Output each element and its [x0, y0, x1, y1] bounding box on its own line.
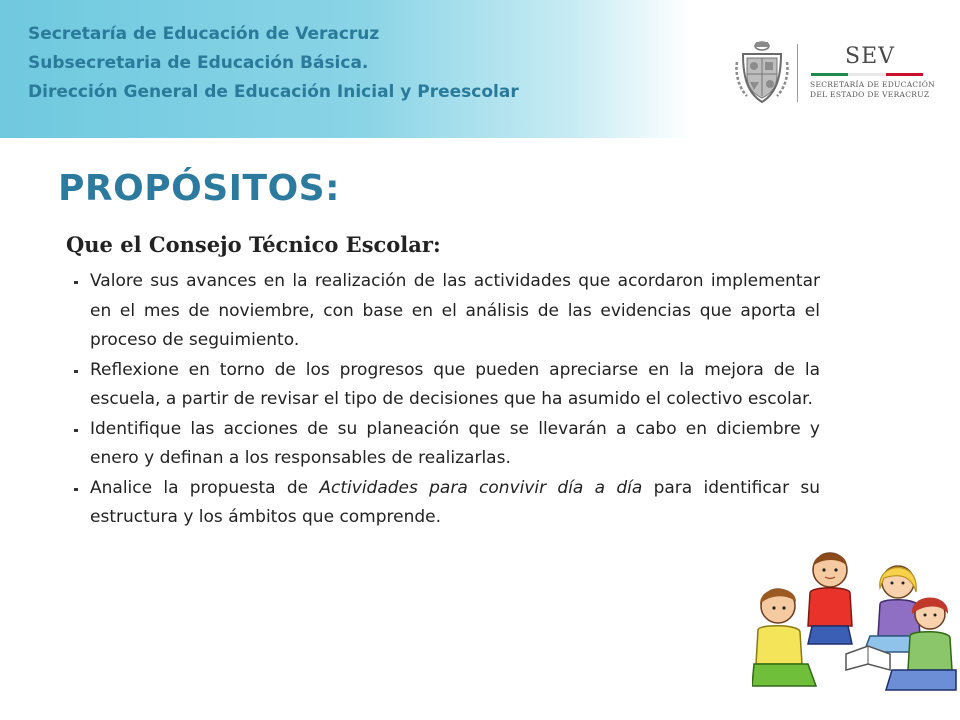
item-text-italic: Actividades para convivir día a día — [319, 477, 643, 498]
header-banner — [0, 0, 960, 138]
child-green-shirt — [752, 589, 816, 686]
list-item: Valore sus avances en la realización de las actividades que acordaron implementar en el mes de noviembre, con base en el análisis de las evidencias que aporta el proceso de seguimiento. — [72, 267, 820, 356]
item-text-pre: Analice la propuesta de — [90, 477, 320, 498]
flag-white — [848, 73, 885, 76]
flag-red — [886, 73, 923, 76]
sev-logo — [735, 40, 936, 108]
child-red-shirt — [808, 553, 852, 644]
sev-subtitle-line1: SECRETARÍA DE EDUCACIÓN — [810, 80, 936, 89]
flag-green — [811, 73, 848, 76]
header-text — [28, 20, 519, 107]
item-text-post: para identificar su estructura y los ámbitos que comprende. — [90, 477, 820, 527]
logo-divider — [797, 44, 798, 102]
sev-subtitle-line2: DEL ESTADO DE VERACRUZ — [810, 89, 930, 99]
subheading: Que el Consejo Técnico Escolar: — [66, 232, 441, 257]
sev-logo-subtitle — [810, 80, 936, 99]
list-item: Identifique las acciones de su planeación que se llevarán a cabo en diciembre y enero y definan a los responsables de realizarlas. — [72, 415, 820, 474]
flag-color-bar — [811, 73, 923, 76]
list-item: Reflexione en torno de los progresos que pueden apreciarse en la mejora de la escuela, a partir de revisar el tipo de decisiones que ha asumido el colectivo escolar. — [72, 356, 820, 415]
page-title: PROPÓSITOS: — [58, 168, 341, 209]
list-item — [72, 474, 820, 533]
children-sitting-illustration — [752, 548, 957, 720]
header-line-subsecretaria: Subsecretaria de Educación Básica. — [28, 53, 369, 73]
header-line-secretaria: Secretaría de Educación de Veracruz — [28, 24, 380, 44]
header-line-direccion: Dirección General de Educación Inicial y Preescolar — [28, 82, 519, 102]
sev-acronym: SEV — [845, 44, 896, 69]
purposes-list — [72, 267, 820, 533]
state-seal-icon — [735, 40, 789, 106]
